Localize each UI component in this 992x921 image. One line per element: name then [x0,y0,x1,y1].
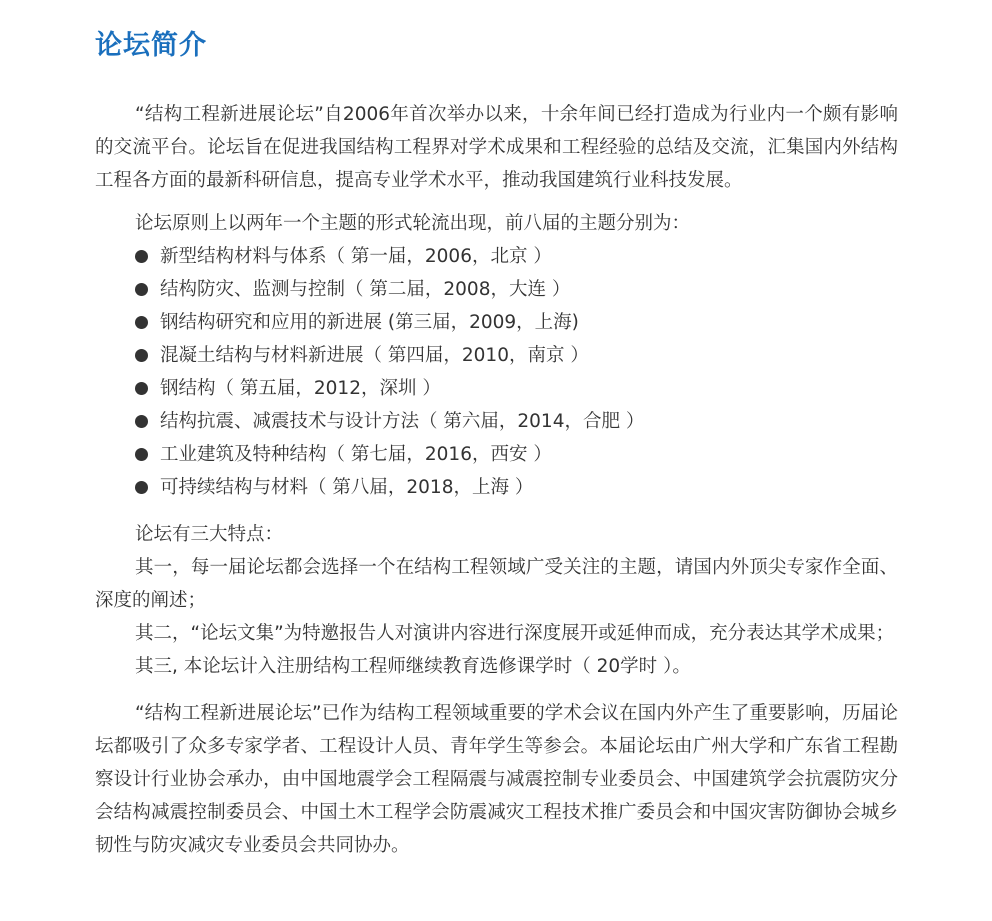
theme-text: 钢结构研究和应用的新进展 (第三届，2009，上海) [160,312,579,333]
bullet-icon [135,448,148,461]
theme-text: 混凝土结构与材料新进展（ 第四届，2010，南京 ） [160,345,589,366]
theme-text: 可持续结构与材料（ 第八届，2018，上海 ） [160,477,534,498]
feature-three: 其三, 本论坛计入注册结构工程师继续教育选修课学时（ 20学时 ）。 [135,656,691,677]
list-item [135,306,898,339]
theme-text: 工业建筑及特种结构（ 第七届，2016，西安 ） [160,444,552,465]
list-item [135,438,898,471]
bullet-icon [135,250,148,263]
list-item [135,240,898,273]
bullet-icon [135,382,148,395]
theme-text: 钢结构（ 第五届，2012，深圳 ） [160,378,441,399]
list-item [135,372,898,405]
list-item [135,471,898,504]
bullet-icon [135,316,148,329]
bullet-icon [135,415,148,428]
principle-text: 论坛原则上以两年一个主题的形式轮流出现，前八届的主题分别为： [135,213,691,234]
closing-paragraph: “结构工程新进展论坛”已作为结构工程领域重要的学术会议在国内外产生了重要影响，历届论坛都吸引了众多专家学者、工程设计人员、青年学生等参会。本届论坛由广州大学和广东省工程勘察设计行业协会承办，由中国地震学会工程隔震与减震控制专业委员会、中国建筑学会抗震防灾分会结构减震控制委员会、中国土木工程学会防震减灾工程技术推广委员会和中国灾害防御协会城乡韧性与防灾减灾专业委员会共同协办。 [95,703,898,856]
list-item [135,405,898,438]
theme-text: 结构防灾、监测与控制（ 第二届，2008，大连 ） [160,279,571,300]
bullet-icon [135,481,148,494]
theme-text: 结构抗震、减震技术与设计方法（ 第六届，2014，合肥 ） [160,411,645,432]
list-item [135,339,898,372]
page-title: 论坛简介 [95,30,207,61]
theme-list [95,240,898,504]
bullet-icon [135,283,148,296]
theme-text: 新型结构材料与体系（ 第一届，2006，北京 ） [160,246,552,267]
features-heading: 论坛有三大特点： [135,524,284,545]
list-item [135,273,898,306]
intro-paragraph: “结构工程新进展论坛”自2006年首次举办以来，十余年间已经打造成为行业内一个颇有影响的交流平台。论坛旨在促进我国结构工程界对学术成果和工程经验的总结及交流，汇集国内外结构工程各方面的最新科研信息，提高专业学术水平，推动我国建筑行业科技发展。 [95,104,898,191]
feature-one: 其一，每一届论坛都会选择一个在结构工程领域广受关注的主题，请国内外顶尖专家作全面、深度的阐述； [95,557,898,611]
feature-two: 其二，“论坛文集”为特邀报告人对演讲内容进行深度展开或延伸而成，充分表达其学术成果； [135,623,895,644]
bullet-icon [135,349,148,362]
